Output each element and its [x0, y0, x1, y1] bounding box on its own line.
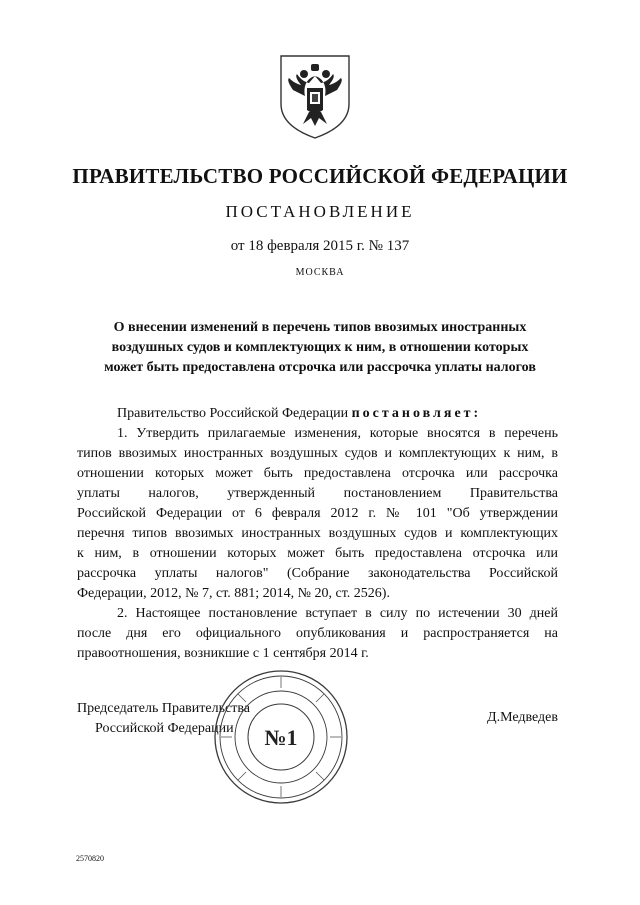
document-subject: [60, 318, 580, 378]
paragraph-1-line: рассрочка уплаты налогов" (Собрание законодательства Российской: [77, 566, 558, 581]
subject-line: может быть предоставлена отсрочка или рассрочка уплаты налогов: [104, 360, 536, 375]
intro-decree: постановляет:: [351, 406, 482, 421]
paragraph-2-line: после дня его официального опубликования и распространяется на: [77, 626, 558, 641]
paragraph-1-line: 1. Утвердить прилагаемые изменения, которые вносятся в перечень: [117, 426, 558, 441]
paragraph-1-line: Федерации, 2012, № 7, ст. 881; 2014, № 20, ст. 2526).: [77, 586, 390, 601]
document-body: [77, 404, 558, 664]
seal-number: №1: [264, 725, 298, 750]
subject-line: О внесении изменений в перечень типов ввозимых иностранных: [113, 320, 527, 335]
document-type: ПОСТАНОВЛЕНИЕ: [225, 202, 415, 221]
signatory-title-line1: Председатель Правительства: [77, 701, 250, 716]
government-title: ПРАВИТЕЛЬСТВО РОССИЙСКОЙ ФЕДЕРАЦИИ: [72, 164, 568, 188]
paragraph-2-line: правоотношения, возникшие с 1 сентября 2014 г.: [77, 646, 369, 661]
paragraph-1-line: перечня типов ввозимых иностранных воздушных судов и комплектующих: [77, 526, 558, 541]
date-and-number: от 18 февраля 2015 г. № 137: [230, 238, 410, 254]
paragraph-2-line: 2. Настоящее постановление вступает в силу по истечении 30 дней: [117, 606, 558, 621]
paragraph-1-line: Российской Федерации от 6 февраля 2012 г. № 101 "Об утверждении: [77, 506, 558, 521]
paragraph-1-line: отношении которых может быть предоставлена отсрочка или рассрочка: [77, 466, 558, 481]
signatory-name: Д.Медведев: [487, 710, 558, 725]
city: МОСКВА: [295, 267, 345, 278]
paragraph-1-line: к ним, в отношении которых может быть предоставлена отсрочка или: [77, 546, 558, 561]
document-code: 2570820: [76, 854, 104, 863]
subject-line: воздушных судов и комплектующих к ним, в отношении которых: [111, 340, 529, 355]
intro-line: [77, 404, 558, 424]
paragraph-1-line: типов ввозимых иностранных воздушных судов и комплектующих к ним, в: [77, 446, 558, 461]
official-seal-stamp: [212, 668, 350, 806]
paragraph-1-line: уплаты налогов, утвержденный постановлением Правительства: [77, 486, 558, 501]
signatory-title-line2: Российской Федерации: [95, 721, 234, 736]
coat-of-arms-emblem: [271, 52, 359, 142]
intro-text: Правительство Российской Федерации: [117, 406, 349, 421]
